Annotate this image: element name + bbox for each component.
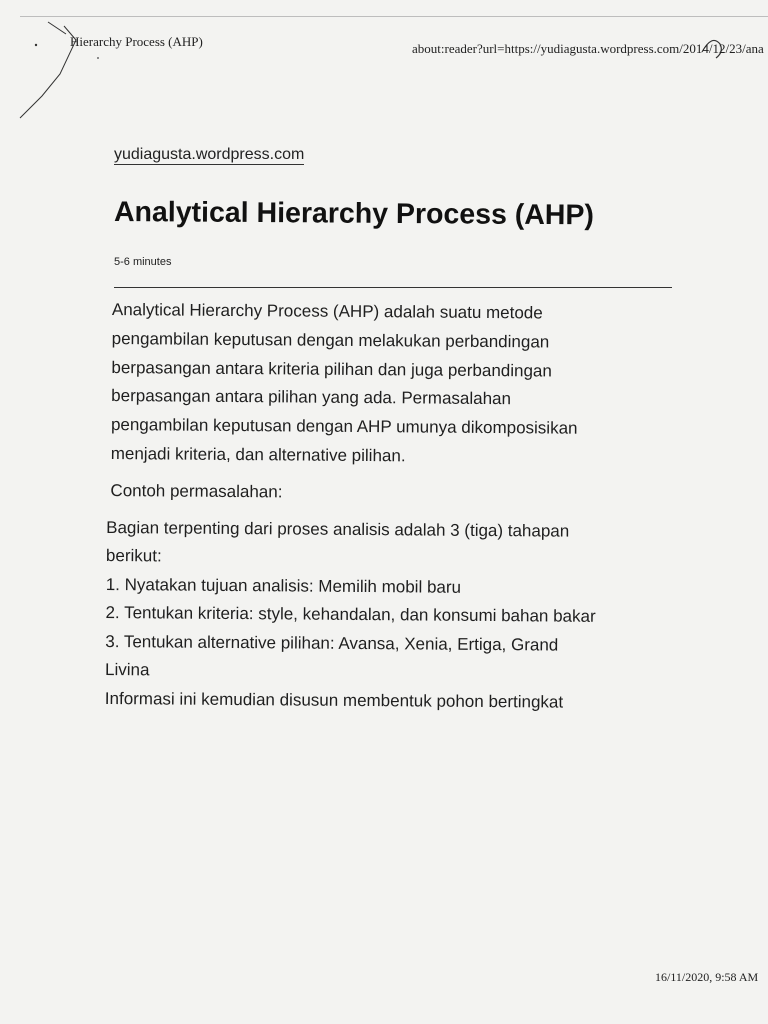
pen-scribble: [0, 0, 768, 140]
print-header-url: about:reader?url=https://yudiagusta.wordpress.com/2014/12/23/ana: [412, 41, 764, 56]
text-line: menjadi kriteria, dan alternative pilihan.: [110, 444, 406, 466]
reading-time: 5-6 minutes: [114, 256, 172, 268]
step-item: 2. Tentukan kriteria: style, kehandalan, dan konsumi bahan bakar: [105, 603, 596, 626]
article-body: [105, 296, 708, 718]
example-heading: Contoh permasalahan:: [110, 480, 283, 502]
print-header-title: Hierarchy Process (AHP): [70, 34, 203, 49]
text-line: berpasangan antara pilihan yang ada. Permasalahan: [111, 386, 512, 409]
text-line: Livina: [104, 660, 150, 680]
text-line: berpasangan antara kriteria pilihan dan juga perbandingan: [111, 357, 552, 381]
intro-paragraph: [107, 296, 708, 473]
step-item: 1. Nyatakan tujuan analisis: Memilih mobil baru: [105, 574, 462, 597]
text-line: berikut:: [105, 546, 162, 566]
print-footer-timestamp: 16/11/2020, 9:58 AM: [655, 970, 759, 984]
article-title: Analytical Hierarchy Process (AHP): [113, 196, 595, 232]
text-line: Analytical Hierarchy Process (AHP) adalah suatu metode: [111, 300, 543, 323]
text-line: pengambilan keputusan dengan melakukan perbandingan: [111, 328, 550, 352]
scan-edge-line: [20, 16, 768, 17]
text-line: pengambilan keputusan dengan AHP umunya dikomposisikan: [110, 415, 578, 438]
step-item: 3. Tentukan alternative pilihan: Avansa, Xenia, Ertiga, Grand: [105, 631, 559, 655]
analysis-steps: [105, 514, 707, 718]
text-line: Informasi ini kemudian disusun membentuk pohon bertingkat: [104, 688, 564, 712]
text-line: Bagian terpenting dari proses analisis adalah 3 (tiga) tahapan: [106, 517, 570, 541]
header-divider: [114, 287, 672, 288]
site-name: yudiagusta.wordpress.com: [114, 146, 305, 163]
